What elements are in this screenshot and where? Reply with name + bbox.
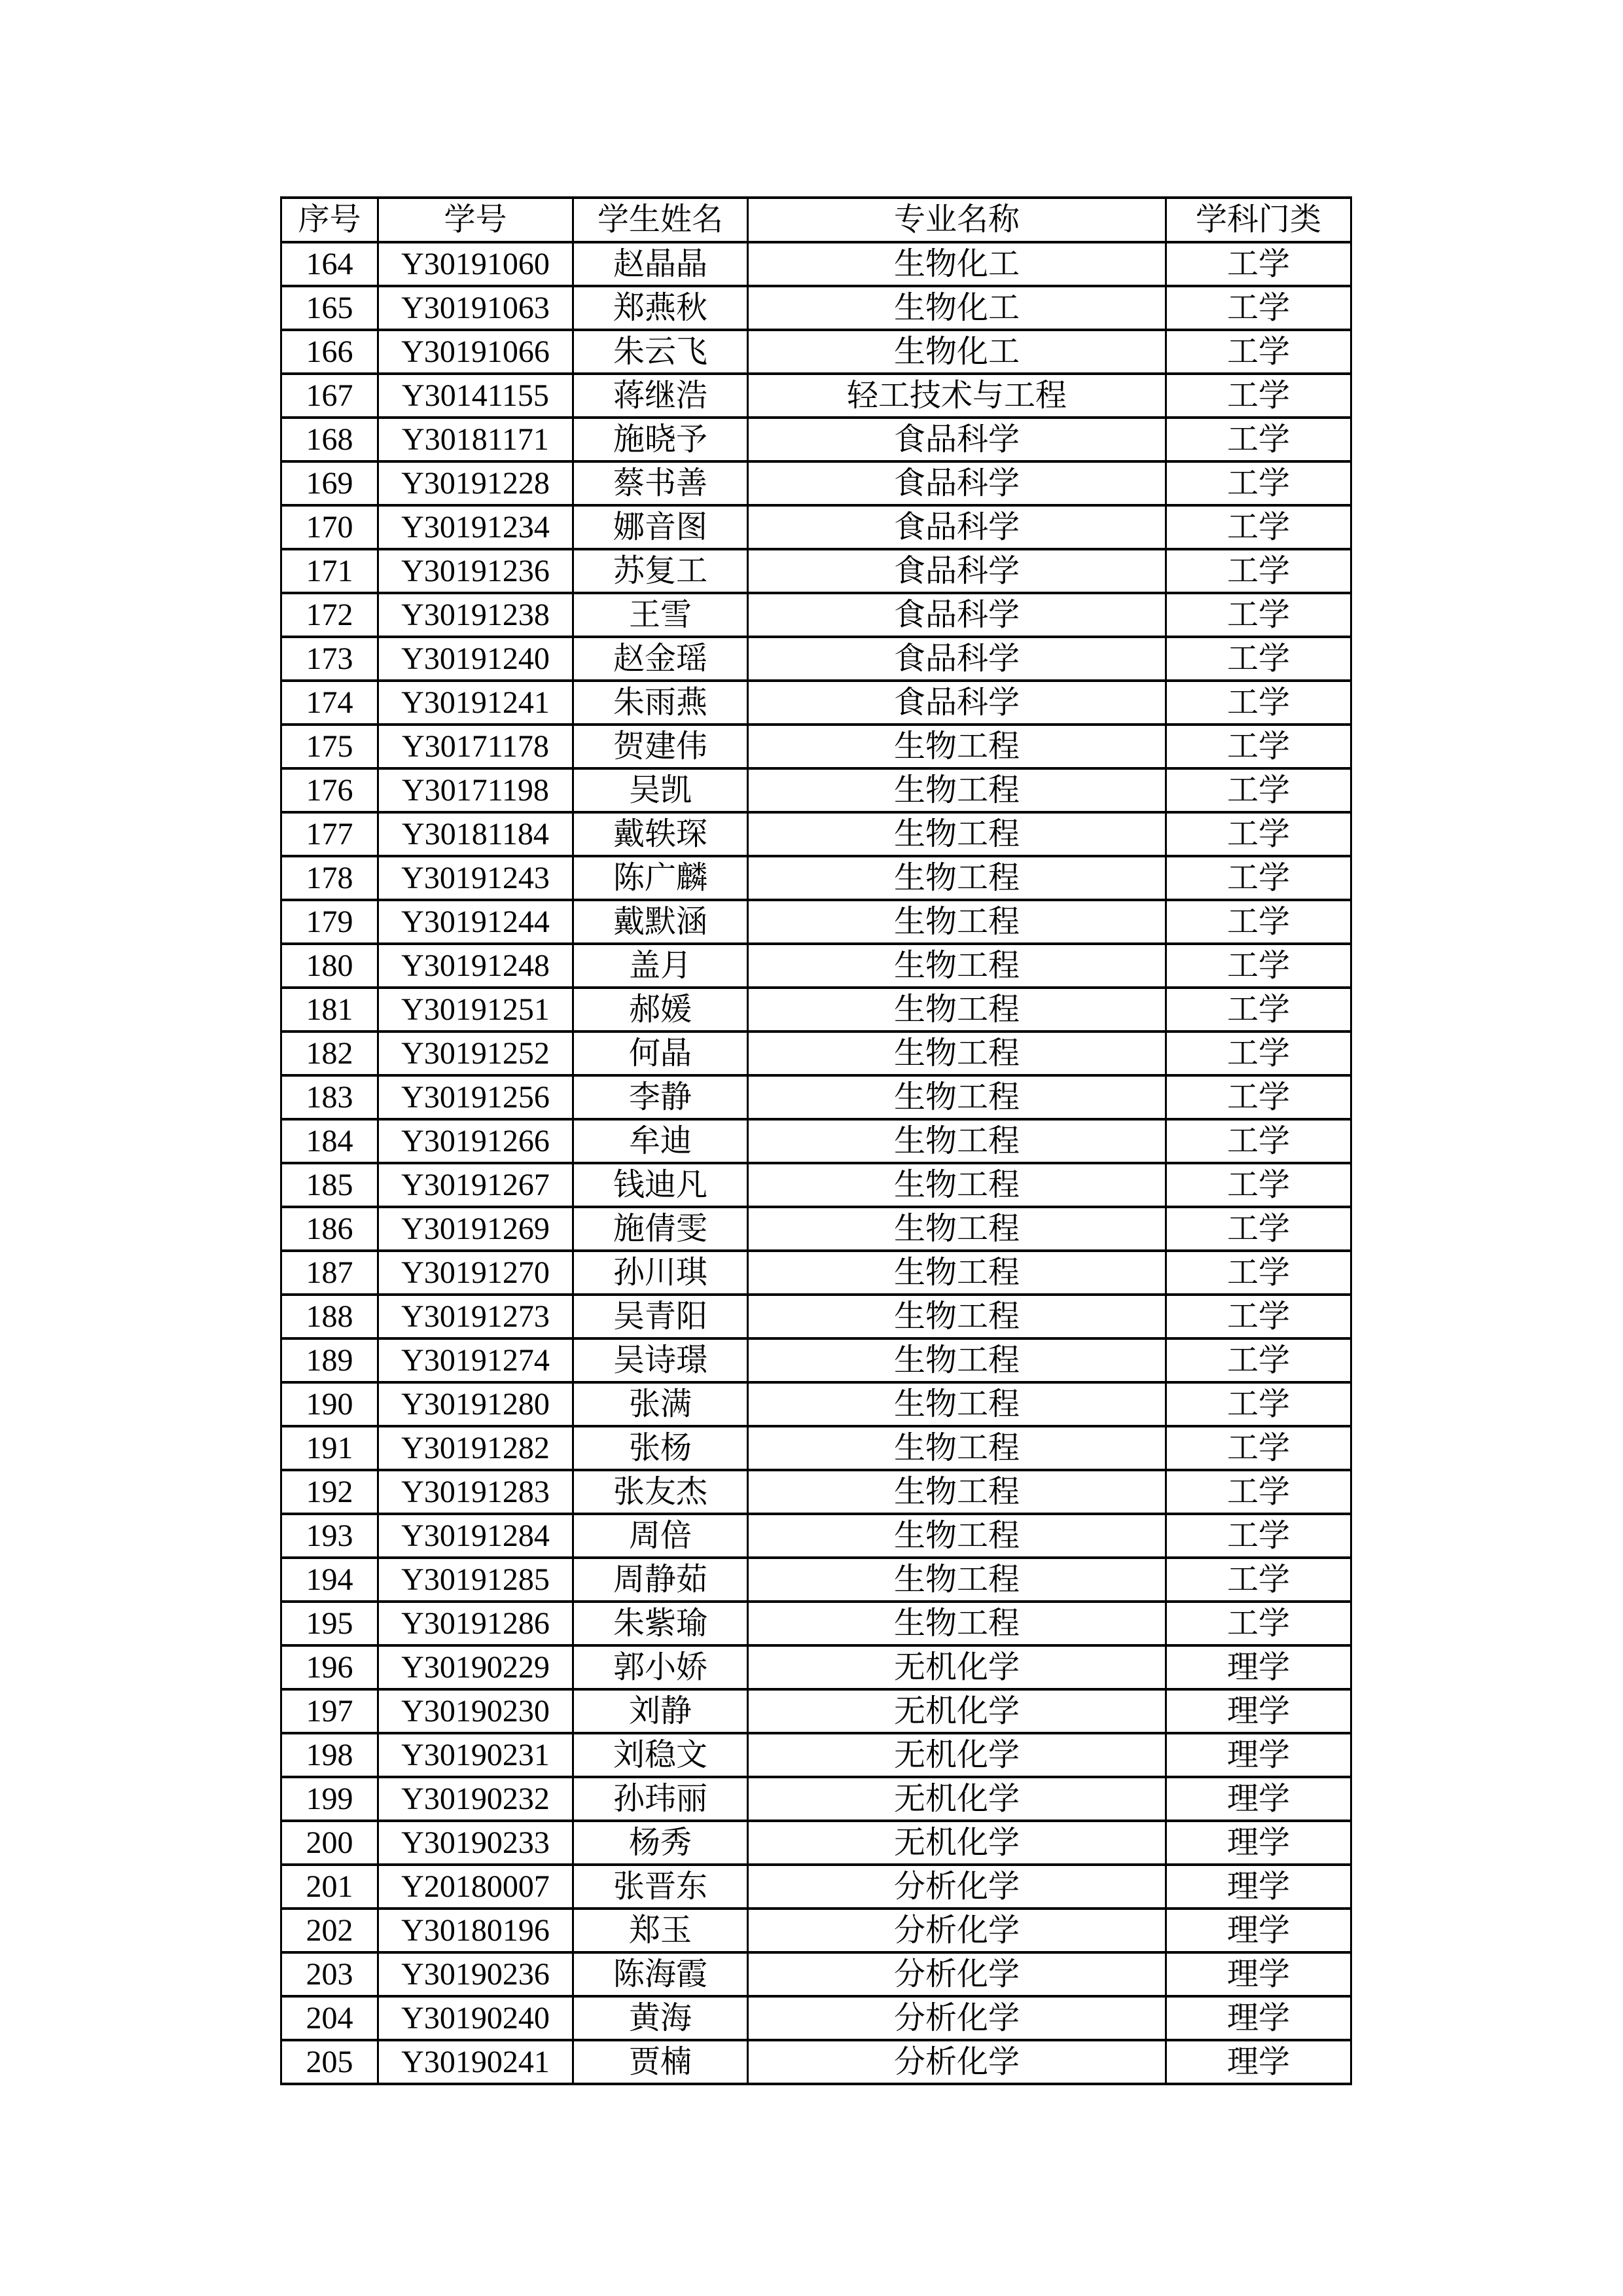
cell-discipline: 工学 bbox=[1166, 637, 1351, 681]
cell-major: 分析化学 bbox=[748, 1996, 1166, 2040]
cell-student-name: 王雪 bbox=[573, 593, 748, 637]
cell-discipline: 工学 bbox=[1166, 461, 1351, 505]
cell-student-name: 郑玉 bbox=[573, 1909, 748, 1952]
cell-discipline: 工学 bbox=[1166, 900, 1351, 944]
cell-major: 无机化学 bbox=[748, 1821, 1166, 1865]
cell-discipline: 理学 bbox=[1166, 1821, 1351, 1865]
cell-index: 173 bbox=[281, 637, 378, 681]
table-row bbox=[281, 2040, 1351, 2084]
cell-discipline: 工学 bbox=[1166, 1207, 1351, 1251]
cell-index: 200 bbox=[281, 1821, 378, 1865]
cell-student-name: 钱迪凡 bbox=[573, 1163, 748, 1207]
table-row bbox=[281, 1602, 1351, 1645]
cell-student-id: Y30191228 bbox=[378, 461, 573, 505]
cell-student-name: 刘稳文 bbox=[573, 1733, 748, 1777]
table-body bbox=[281, 242, 1351, 2084]
cell-index: 166 bbox=[281, 330, 378, 374]
cell-major: 食品科学 bbox=[748, 681, 1166, 725]
student-roster-table bbox=[280, 196, 1352, 2085]
cell-student-id: Y30191063 bbox=[378, 286, 573, 330]
cell-major: 生物工程 bbox=[748, 1382, 1166, 1426]
table-row bbox=[281, 725, 1351, 768]
cell-major: 生物化工 bbox=[748, 286, 1166, 330]
table-row bbox=[281, 1777, 1351, 1821]
cell-student-id: Y30191280 bbox=[378, 1382, 573, 1426]
cell-major: 生物工程 bbox=[748, 1031, 1166, 1075]
cell-student-id: Y30191256 bbox=[378, 1075, 573, 1119]
cell-discipline: 工学 bbox=[1166, 1251, 1351, 1295]
cell-student-name: 戴轶琛 bbox=[573, 812, 748, 856]
cell-student-name: 吴凯 bbox=[573, 768, 748, 812]
table-row bbox=[281, 1338, 1351, 1382]
cell-discipline: 理学 bbox=[1166, 1909, 1351, 1952]
cell-major: 生物工程 bbox=[748, 1119, 1166, 1163]
cell-student-id: Y30171178 bbox=[378, 725, 573, 768]
cell-discipline: 工学 bbox=[1166, 1426, 1351, 1470]
header-discipline: 学科门类 bbox=[1166, 198, 1351, 242]
cell-student-name: 陈广麟 bbox=[573, 856, 748, 900]
cell-major: 食品科学 bbox=[748, 418, 1166, 461]
table-row bbox=[281, 418, 1351, 461]
cell-student-id: Y30190241 bbox=[378, 2040, 573, 2084]
cell-major: 生物工程 bbox=[748, 1514, 1166, 1558]
cell-discipline: 工学 bbox=[1166, 1295, 1351, 1338]
cell-discipline: 工学 bbox=[1166, 1514, 1351, 1558]
table-header-row bbox=[281, 198, 1351, 242]
table-row bbox=[281, 768, 1351, 812]
cell-major: 分析化学 bbox=[748, 1952, 1166, 1996]
cell-student-name: 赵金瑶 bbox=[573, 637, 748, 681]
cell-student-name: 蔡书善 bbox=[573, 461, 748, 505]
cell-major: 生物化工 bbox=[748, 330, 1166, 374]
cell-discipline: 工学 bbox=[1166, 1075, 1351, 1119]
cell-student-name: 杨秀 bbox=[573, 1821, 748, 1865]
cell-discipline: 工学 bbox=[1166, 418, 1351, 461]
cell-student-id: Y30191284 bbox=[378, 1514, 573, 1558]
cell-student-name: 盖月 bbox=[573, 944, 748, 988]
cell-student-id: Y30191060 bbox=[378, 242, 573, 286]
cell-student-id: Y30181184 bbox=[378, 812, 573, 856]
table-row bbox=[281, 1295, 1351, 1338]
cell-discipline: 工学 bbox=[1166, 1470, 1351, 1514]
cell-discipline: 理学 bbox=[1166, 2040, 1351, 2084]
cell-student-id: Y30191238 bbox=[378, 593, 573, 637]
cell-student-name: 郑燕秋 bbox=[573, 286, 748, 330]
cell-index: 186 bbox=[281, 1207, 378, 1251]
cell-discipline: 工学 bbox=[1166, 1338, 1351, 1382]
cell-student-name: 朱云飞 bbox=[573, 330, 748, 374]
cell-index: 191 bbox=[281, 1426, 378, 1470]
cell-index: 192 bbox=[281, 1470, 378, 1514]
table-row bbox=[281, 1426, 1351, 1470]
cell-major: 生物工程 bbox=[748, 725, 1166, 768]
cell-discipline: 工学 bbox=[1166, 812, 1351, 856]
cell-student-id: Y30190236 bbox=[378, 1952, 573, 1996]
cell-discipline: 理学 bbox=[1166, 1996, 1351, 2040]
cell-student-name: 何晶 bbox=[573, 1031, 748, 1075]
header-student-id: 学号 bbox=[378, 198, 573, 242]
cell-index: 182 bbox=[281, 1031, 378, 1075]
cell-index: 180 bbox=[281, 944, 378, 988]
cell-student-id: Y30191241 bbox=[378, 681, 573, 725]
cell-major: 生物工程 bbox=[748, 1251, 1166, 1295]
cell-index: 199 bbox=[281, 1777, 378, 1821]
cell-major: 分析化学 bbox=[748, 2040, 1166, 2084]
cell-student-name: 贾楠 bbox=[573, 2040, 748, 2084]
cell-index: 164 bbox=[281, 242, 378, 286]
cell-major: 无机化学 bbox=[748, 1645, 1166, 1689]
cell-student-id: Y30191266 bbox=[378, 1119, 573, 1163]
cell-student-name: 黄海 bbox=[573, 1996, 748, 2040]
cell-student-name: 朱紫瑜 bbox=[573, 1602, 748, 1645]
cell-major: 食品科学 bbox=[748, 549, 1166, 593]
cell-index: 203 bbox=[281, 1952, 378, 1996]
cell-major: 轻工技术与工程 bbox=[748, 374, 1166, 418]
cell-student-name: 戴默涵 bbox=[573, 900, 748, 944]
cell-index: 169 bbox=[281, 461, 378, 505]
table-row bbox=[281, 1996, 1351, 2040]
cell-major: 生物工程 bbox=[748, 1207, 1166, 1251]
cell-index: 197 bbox=[281, 1689, 378, 1733]
cell-index: 165 bbox=[281, 286, 378, 330]
cell-student-id: Y30191269 bbox=[378, 1207, 573, 1251]
cell-student-id: Y30191234 bbox=[378, 505, 573, 549]
table-row bbox=[281, 1207, 1351, 1251]
cell-student-id: Y30191273 bbox=[378, 1295, 573, 1338]
cell-student-name: 吴青阳 bbox=[573, 1295, 748, 1338]
cell-student-name: 吴诗璟 bbox=[573, 1338, 748, 1382]
cell-discipline: 工学 bbox=[1166, 505, 1351, 549]
table-row bbox=[281, 549, 1351, 593]
cell-discipline: 工学 bbox=[1166, 286, 1351, 330]
cell-student-name: 刘静 bbox=[573, 1689, 748, 1733]
cell-student-name: 张满 bbox=[573, 1382, 748, 1426]
table-row bbox=[281, 242, 1351, 286]
cell-discipline: 理学 bbox=[1166, 1733, 1351, 1777]
cell-student-name: 周倍 bbox=[573, 1514, 748, 1558]
cell-index: 183 bbox=[281, 1075, 378, 1119]
cell-index: 168 bbox=[281, 418, 378, 461]
cell-major: 生物工程 bbox=[748, 944, 1166, 988]
cell-major: 生物工程 bbox=[748, 1295, 1166, 1338]
table-header bbox=[281, 198, 1351, 242]
cell-student-id: Y30191240 bbox=[378, 637, 573, 681]
cell-major: 无机化学 bbox=[748, 1689, 1166, 1733]
cell-index: 204 bbox=[281, 1996, 378, 2040]
cell-index: 170 bbox=[281, 505, 378, 549]
cell-discipline: 理学 bbox=[1166, 1865, 1351, 1909]
cell-major: 生物工程 bbox=[748, 1602, 1166, 1645]
cell-student-name: 苏复工 bbox=[573, 549, 748, 593]
table-row bbox=[281, 1251, 1351, 1295]
cell-discipline: 工学 bbox=[1166, 1119, 1351, 1163]
cell-index: 198 bbox=[281, 1733, 378, 1777]
table-row bbox=[281, 1470, 1351, 1514]
cell-major: 食品科学 bbox=[748, 505, 1166, 549]
cell-student-name: 牟迪 bbox=[573, 1119, 748, 1163]
table-row bbox=[281, 1031, 1351, 1075]
table-row bbox=[281, 330, 1351, 374]
cell-student-id: Y30191283 bbox=[378, 1470, 573, 1514]
table-row bbox=[281, 812, 1351, 856]
cell-index: 196 bbox=[281, 1645, 378, 1689]
cell-student-id: Y30190233 bbox=[378, 1821, 573, 1865]
cell-index: 188 bbox=[281, 1295, 378, 1338]
cell-student-id: Y30191248 bbox=[378, 944, 573, 988]
cell-student-id: Y30180196 bbox=[378, 1909, 573, 1952]
table-row bbox=[281, 681, 1351, 725]
cell-student-name: 郝媛 bbox=[573, 988, 748, 1031]
table-row bbox=[281, 461, 1351, 505]
cell-index: 193 bbox=[281, 1514, 378, 1558]
cell-student-id: Y30190232 bbox=[378, 1777, 573, 1821]
cell-major: 食品科学 bbox=[748, 593, 1166, 637]
cell-discipline: 工学 bbox=[1166, 1382, 1351, 1426]
table-row bbox=[281, 1821, 1351, 1865]
cell-student-id: Y30191243 bbox=[378, 856, 573, 900]
cell-student-id: Y30190230 bbox=[378, 1689, 573, 1733]
cell-major: 无机化学 bbox=[748, 1777, 1166, 1821]
cell-major: 生物工程 bbox=[748, 1163, 1166, 1207]
cell-student-id: Y30191267 bbox=[378, 1163, 573, 1207]
table-row bbox=[281, 1382, 1351, 1426]
table-row bbox=[281, 944, 1351, 988]
cell-major: 分析化学 bbox=[748, 1909, 1166, 1952]
cell-student-name: 郭小娇 bbox=[573, 1645, 748, 1689]
cell-student-id: Y30171198 bbox=[378, 768, 573, 812]
cell-index: 189 bbox=[281, 1338, 378, 1382]
cell-discipline: 工学 bbox=[1166, 856, 1351, 900]
cell-student-id: Y30191285 bbox=[378, 1558, 573, 1602]
cell-discipline: 理学 bbox=[1166, 1689, 1351, 1733]
cell-discipline: 工学 bbox=[1166, 549, 1351, 593]
table-row bbox=[281, 1865, 1351, 1909]
cell-student-id: Y30190231 bbox=[378, 1733, 573, 1777]
table-row bbox=[281, 1514, 1351, 1558]
cell-discipline: 工学 bbox=[1166, 374, 1351, 418]
cell-student-name: 施晓予 bbox=[573, 418, 748, 461]
cell-index: 195 bbox=[281, 1602, 378, 1645]
cell-index: 175 bbox=[281, 725, 378, 768]
table-row bbox=[281, 1119, 1351, 1163]
cell-discipline: 工学 bbox=[1166, 681, 1351, 725]
cell-student-name: 李静 bbox=[573, 1075, 748, 1119]
cell-student-id: Y30191252 bbox=[378, 1031, 573, 1075]
cell-student-id: Y30190240 bbox=[378, 1996, 573, 2040]
cell-index: 177 bbox=[281, 812, 378, 856]
cell-student-id: Y30191236 bbox=[378, 549, 573, 593]
cell-index: 194 bbox=[281, 1558, 378, 1602]
cell-student-name: 周静茹 bbox=[573, 1558, 748, 1602]
cell-student-name: 张晋东 bbox=[573, 1865, 748, 1909]
table-row bbox=[281, 374, 1351, 418]
cell-student-name: 孙川琪 bbox=[573, 1251, 748, 1295]
cell-discipline: 工学 bbox=[1166, 1163, 1351, 1207]
cell-student-name: 赵晶晶 bbox=[573, 242, 748, 286]
cell-index: 172 bbox=[281, 593, 378, 637]
cell-major: 生物工程 bbox=[748, 812, 1166, 856]
cell-major: 分析化学 bbox=[748, 1865, 1166, 1909]
table-row bbox=[281, 1909, 1351, 1952]
cell-discipline: 理学 bbox=[1166, 1952, 1351, 1996]
table-row bbox=[281, 1689, 1351, 1733]
table-row bbox=[281, 988, 1351, 1031]
cell-index: 176 bbox=[281, 768, 378, 812]
cell-discipline: 工学 bbox=[1166, 593, 1351, 637]
cell-student-name: 贺建伟 bbox=[573, 725, 748, 768]
cell-student-id: Y30181171 bbox=[378, 418, 573, 461]
cell-major: 生物工程 bbox=[748, 1558, 1166, 1602]
cell-student-name: 孙玮丽 bbox=[573, 1777, 748, 1821]
cell-student-id: Y30191251 bbox=[378, 988, 573, 1031]
cell-index: 174 bbox=[281, 681, 378, 725]
table-row bbox=[281, 1558, 1351, 1602]
cell-discipline: 理学 bbox=[1166, 1645, 1351, 1689]
table-row bbox=[281, 637, 1351, 681]
cell-student-id: Y30191270 bbox=[378, 1251, 573, 1295]
cell-index: 201 bbox=[281, 1865, 378, 1909]
cell-index: 185 bbox=[281, 1163, 378, 1207]
header-student-name: 学生姓名 bbox=[573, 198, 748, 242]
cell-index: 171 bbox=[281, 549, 378, 593]
cell-major: 生物工程 bbox=[748, 856, 1166, 900]
cell-student-id: Y30141155 bbox=[378, 374, 573, 418]
table-row bbox=[281, 1163, 1351, 1207]
cell-major: 生物工程 bbox=[748, 768, 1166, 812]
header-major: 专业名称 bbox=[748, 198, 1166, 242]
table-row bbox=[281, 1075, 1351, 1119]
cell-index: 179 bbox=[281, 900, 378, 944]
cell-student-id: Y30191274 bbox=[378, 1338, 573, 1382]
cell-student-id: Y30191282 bbox=[378, 1426, 573, 1470]
table-row bbox=[281, 1733, 1351, 1777]
cell-discipline: 工学 bbox=[1166, 242, 1351, 286]
table-row bbox=[281, 900, 1351, 944]
cell-index: 178 bbox=[281, 856, 378, 900]
cell-student-name: 张友杰 bbox=[573, 1470, 748, 1514]
header-index: 序号 bbox=[281, 198, 378, 242]
table-row bbox=[281, 856, 1351, 900]
cell-major: 无机化学 bbox=[748, 1733, 1166, 1777]
table-row bbox=[281, 593, 1351, 637]
cell-major: 生物工程 bbox=[748, 1075, 1166, 1119]
cell-index: 184 bbox=[281, 1119, 378, 1163]
cell-discipline: 工学 bbox=[1166, 725, 1351, 768]
cell-major: 生物工程 bbox=[748, 900, 1166, 944]
cell-student-name: 蒋继浩 bbox=[573, 374, 748, 418]
cell-discipline: 工学 bbox=[1166, 1602, 1351, 1645]
cell-index: 205 bbox=[281, 2040, 378, 2084]
cell-student-id: Y30190229 bbox=[378, 1645, 573, 1689]
cell-major: 生物化工 bbox=[748, 242, 1166, 286]
cell-student-id: Y20180007 bbox=[378, 1865, 573, 1909]
cell-student-id: Y30191244 bbox=[378, 900, 573, 944]
cell-student-id: Y30191066 bbox=[378, 330, 573, 374]
cell-student-name: 张杨 bbox=[573, 1426, 748, 1470]
table-row bbox=[281, 505, 1351, 549]
cell-discipline: 工学 bbox=[1166, 1558, 1351, 1602]
table-row bbox=[281, 286, 1351, 330]
cell-major: 食品科学 bbox=[748, 637, 1166, 681]
table-row bbox=[281, 1645, 1351, 1689]
cell-index: 202 bbox=[281, 1909, 378, 1952]
cell-index: 167 bbox=[281, 374, 378, 418]
cell-index: 187 bbox=[281, 1251, 378, 1295]
cell-discipline: 工学 bbox=[1166, 988, 1351, 1031]
cell-major: 生物工程 bbox=[748, 988, 1166, 1031]
cell-discipline: 工学 bbox=[1166, 330, 1351, 374]
cell-discipline: 工学 bbox=[1166, 944, 1351, 988]
cell-discipline: 理学 bbox=[1166, 1777, 1351, 1821]
cell-major: 食品科学 bbox=[748, 461, 1166, 505]
table-row bbox=[281, 1952, 1351, 1996]
cell-index: 190 bbox=[281, 1382, 378, 1426]
cell-student-name: 朱雨燕 bbox=[573, 681, 748, 725]
cell-student-name: 施倩雯 bbox=[573, 1207, 748, 1251]
cell-index: 181 bbox=[281, 988, 378, 1031]
cell-student-name: 娜音图 bbox=[573, 505, 748, 549]
cell-discipline: 工学 bbox=[1166, 768, 1351, 812]
cell-student-id: Y30191286 bbox=[378, 1602, 573, 1645]
cell-major: 生物工程 bbox=[748, 1338, 1166, 1382]
cell-discipline: 工学 bbox=[1166, 1031, 1351, 1075]
cell-major: 生物工程 bbox=[748, 1470, 1166, 1514]
cell-student-name: 陈海霞 bbox=[573, 1952, 748, 1996]
cell-major: 生物工程 bbox=[748, 1426, 1166, 1470]
